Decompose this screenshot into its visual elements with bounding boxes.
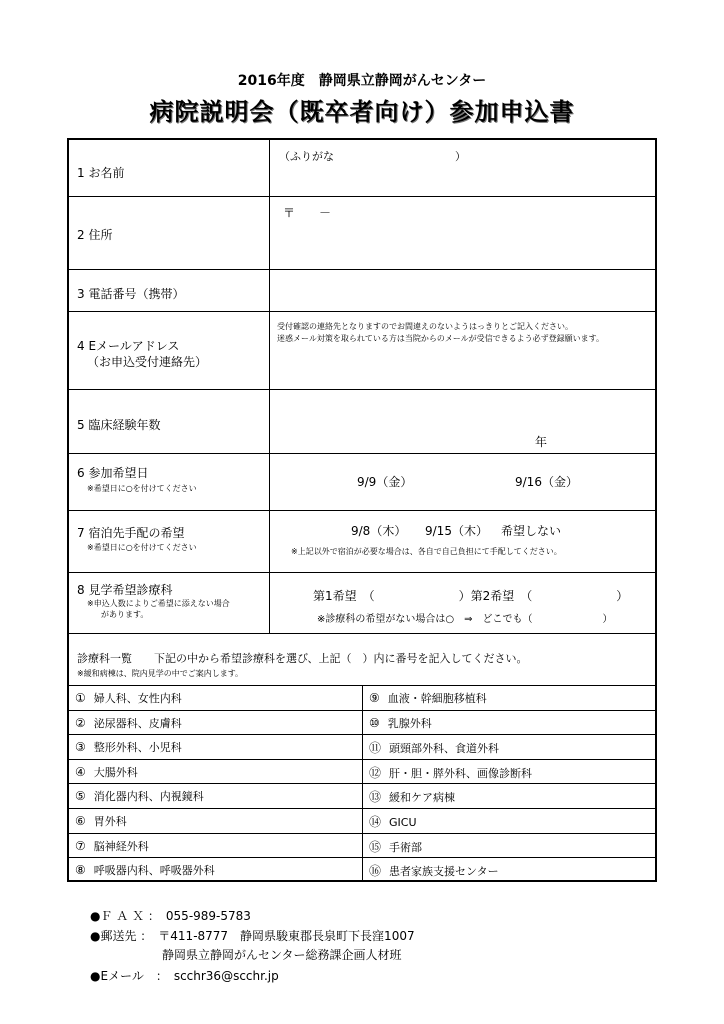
row-divider xyxy=(69,453,655,454)
dept-name: 泌尿器科、皮膚科 xyxy=(93,717,182,730)
experience-label: 5 臨床経験年数 xyxy=(77,418,161,432)
lodging-note: ※希望日に○を付けてください xyxy=(87,543,197,552)
visit-note-1: ※申込人数によりご希望に添えない場合 xyxy=(87,599,230,608)
dept-name: 呼吸器内科、呼吸器外科 xyxy=(93,864,215,877)
form-title: 病院説明会（既卒者向け）参加申込書 xyxy=(149,98,575,126)
email-note-1: 受付確認の連絡先となりますのでお間違えのないようはっきりとご記入ください。 xyxy=(277,322,573,331)
dept-row-divider xyxy=(69,783,655,784)
dept-item xyxy=(369,715,432,731)
visit-choice-any[interactable]: ※診療科の希望がない場合は○ ⇒ どこでも（ ） xyxy=(317,614,613,625)
dept-number: ② xyxy=(75,716,86,730)
dept-number: ⑫ xyxy=(369,766,382,780)
dept-number: ⑦ xyxy=(75,839,86,853)
dept-item xyxy=(369,862,499,879)
dept-name: 頭頸部外科、食道外科 xyxy=(389,742,500,755)
dept-name: 婦人科、女性内科 xyxy=(93,692,182,705)
email-label: 4 Eメールアドレス xyxy=(77,339,180,353)
name-label: 1 お名前 xyxy=(77,166,125,180)
lodging-note-2: ※上記以外で宿泊が必要な場合は、各自で自己負担にて手配してください。 xyxy=(291,547,562,556)
dept-name: 血液・幹細胞移植科 xyxy=(387,692,487,705)
dept-number: ⑥ xyxy=(75,814,86,828)
dept-item xyxy=(75,788,204,804)
dept-item xyxy=(369,838,422,855)
dept-item xyxy=(369,788,455,805)
dept-number: ④ xyxy=(75,765,86,779)
dept-name: 胃外科 xyxy=(93,815,127,828)
dept-item xyxy=(369,813,417,830)
application-form xyxy=(67,138,657,882)
dept-row-divider xyxy=(69,759,655,760)
postal-code-field[interactable]: 〒 － xyxy=(283,206,332,220)
date-option-1[interactable]: 9/9（金） xyxy=(357,475,413,489)
date-note: ※希望日に○を付けてください xyxy=(87,484,197,493)
dept-name: 整形外科、小児科 xyxy=(93,741,182,754)
dept-name: GICU xyxy=(389,816,417,829)
dept-name: 乳腺外科 xyxy=(387,717,432,730)
dept-number: ③ xyxy=(75,740,86,754)
dept-row-divider xyxy=(69,857,655,858)
row-divider xyxy=(69,389,655,390)
email-info: ●Eメール ： scchr36@scchr.jp xyxy=(90,969,279,983)
row-divider xyxy=(69,311,655,312)
visit-choice-1-2[interactable]: 第1希望 （ ）第2希望 （ ） xyxy=(313,589,629,603)
mail-recipient: 静岡県立静岡がんセンター総務課企画人材班 xyxy=(162,948,402,962)
dept-row-divider xyxy=(69,808,655,809)
lodging-option-2[interactable]: 9/15（木） xyxy=(425,524,488,538)
years-unit: 年 xyxy=(535,435,548,449)
dept-number: ① xyxy=(75,691,86,705)
dept-item xyxy=(75,690,182,706)
form-subtitle: 2016年度 静岡県立静岡がんセンター xyxy=(237,73,487,89)
visit-note-2: があります。 xyxy=(101,610,149,619)
dept-item xyxy=(369,739,499,756)
row-divider xyxy=(69,510,655,511)
dept-name: 緩和ケア病棟 xyxy=(389,791,456,804)
email-label-sub: （お申込受付連絡先） xyxy=(87,355,208,369)
dept-number: ⑧ xyxy=(75,863,86,877)
dept-number: ⑬ xyxy=(369,790,382,804)
dept-name: 肝・胆・膵外科、画像診断科 xyxy=(389,767,533,780)
phone-label: 3 電話番号（携帯） xyxy=(77,287,185,301)
dept-item xyxy=(369,764,532,781)
dept-list-heading: 診療科一覧 下記の中から希望診療科を選び、上記（ ）内に番号を記入してください。 xyxy=(77,652,528,665)
mail-info: ●郵送先 ： 〒411-8777 静岡県駿東郡長泉町下長窪1007 xyxy=(90,929,415,943)
dept-row-divider xyxy=(69,710,655,711)
date-label: 6 参加希望日 xyxy=(77,466,149,480)
dept-number: ⑩ xyxy=(369,716,380,730)
row-divider xyxy=(69,196,655,197)
date-option-2[interactable]: 9/16（金） xyxy=(515,475,578,489)
dept-item xyxy=(75,813,127,829)
dept-name: 患者家族支援センター xyxy=(389,865,499,878)
address-label: 2 住所 xyxy=(77,228,113,242)
column-divider xyxy=(269,140,270,633)
fax-info: ●Ｆ Ａ Ｘ ： 055-989-5783 xyxy=(90,909,251,923)
dept-item xyxy=(75,739,182,755)
dept-item xyxy=(75,862,215,878)
dept-number: ⑯ xyxy=(369,864,382,878)
dept-number: ⑪ xyxy=(369,741,382,755)
dept-number: ⑭ xyxy=(369,815,382,829)
dept-item xyxy=(75,715,182,731)
dept-list-note: ※緩和病棟は、院内見学の中でご案内します。 xyxy=(77,669,244,678)
phone-field[interactable] xyxy=(270,270,655,310)
visit-label: 8 見学希望診療科 xyxy=(77,583,173,597)
dept-number: ⑨ xyxy=(369,691,380,705)
row-divider xyxy=(69,633,655,634)
dept-name: 大腸外科 xyxy=(93,766,138,779)
dept-row-divider xyxy=(69,833,655,834)
lodging-option-3[interactable]: 希望しない xyxy=(501,524,562,538)
row-divider xyxy=(69,572,655,573)
dept-item xyxy=(369,690,487,706)
dept-name: 脳神経外科 xyxy=(93,840,149,853)
email-note-2: 迷惑メール対策を取られている方は当院からのメールが受信できるよう必ず登録願います。 xyxy=(277,334,605,343)
dept-row-divider xyxy=(69,734,655,735)
dept-item xyxy=(75,764,138,780)
dept-name: 消化器内科、内視鏡科 xyxy=(93,790,204,803)
lodging-option-1[interactable]: 9/8（木） xyxy=(351,524,407,538)
dept-item xyxy=(75,838,149,854)
dept-name: 手術部 xyxy=(389,841,423,854)
lodging-label: 7 宿泊先手配の希望 xyxy=(77,526,185,540)
furigana-field[interactable]: （ふりがな ） xyxy=(279,150,466,163)
dept-number: ⑤ xyxy=(75,789,86,803)
dept-number: ⑮ xyxy=(369,840,382,854)
